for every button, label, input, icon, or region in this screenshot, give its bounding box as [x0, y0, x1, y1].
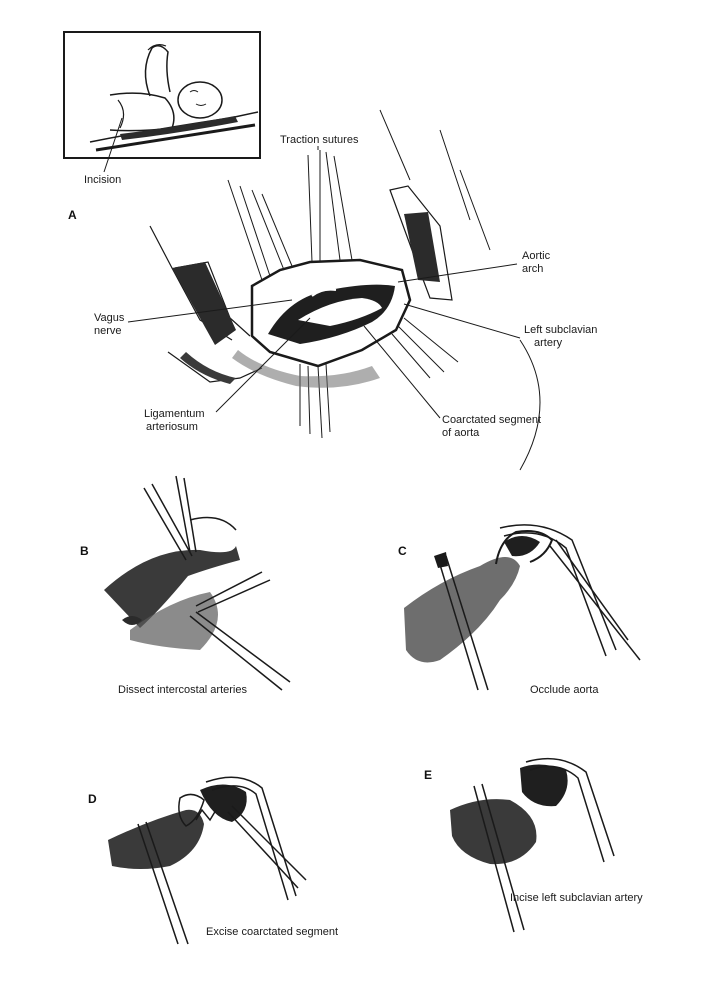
coarctated-label-line1: Coarctated segment — [442, 414, 542, 426]
coarctated-label-line2: of aorta — [442, 427, 480, 439]
inset-patient-position — [64, 32, 260, 172]
panel-c-drawing — [404, 525, 640, 690]
panel-b-drawing — [104, 476, 290, 690]
aortic-arch-label-line1: Aortic — [522, 250, 551, 262]
panel-e-letter: E — [424, 768, 433, 782]
left-subclavian-label-line1: Left subclavian — [524, 324, 598, 336]
panel-e-drawing — [450, 759, 614, 932]
panel-b-caption: Dissect intercostal arteries — [118, 684, 247, 696]
panel-c-letter: C — [398, 544, 407, 558]
panel-c-caption: Occlude aorta — [530, 684, 599, 696]
incision-label: Incision — [84, 174, 122, 186]
panel-a-letter: A — [68, 208, 77, 222]
panel-b-letter: B — [80, 544, 89, 558]
ligamentum-label-line1: Ligamentum — [144, 408, 205, 420]
panel-d-letter: D — [88, 792, 97, 806]
panel-d-caption: Excise coarctated segment — [206, 926, 339, 938]
vagus-nerve-label-line2: nerve — [94, 325, 122, 337]
left-subclavian-label-line2: artery — [534, 337, 563, 349]
vagus-nerve-label-line1: Vagus — [94, 312, 125, 324]
aortic-arch-label-line2: arch — [522, 263, 544, 275]
panel-d-drawing — [108, 777, 306, 944]
traction-sutures-label: Traction sutures — [280, 134, 359, 146]
ligamentum-label-line2: arteriosum — [146, 421, 198, 433]
panel-e-caption: Incise left subclavian artery — [510, 892, 643, 904]
